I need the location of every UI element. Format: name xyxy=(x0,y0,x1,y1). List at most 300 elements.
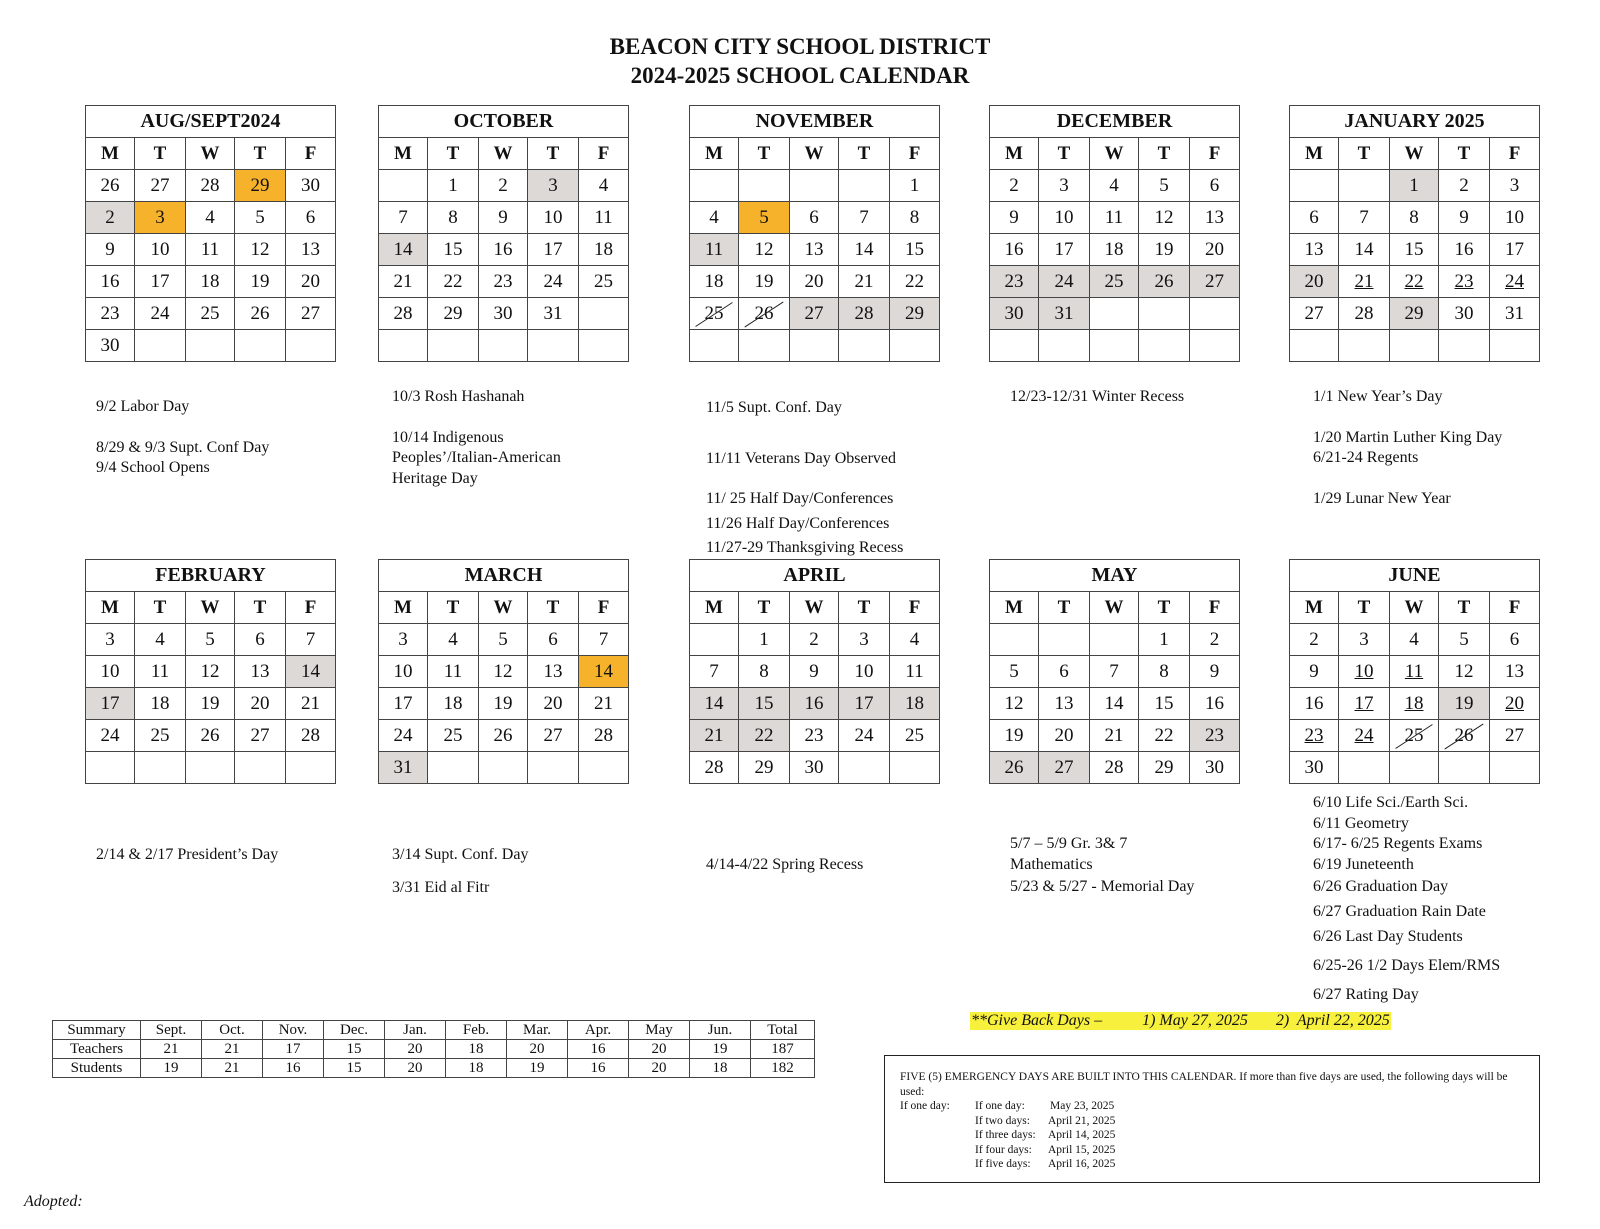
note-line: 8/29 & 9/3 Supt. Conf Day xyxy=(96,438,270,456)
day-cell xyxy=(839,656,890,688)
weekday-header: W xyxy=(479,138,528,170)
day-number: 23 xyxy=(1304,724,1324,746)
day-number: 30 xyxy=(1205,756,1224,778)
summary-header: Mar. xyxy=(507,1021,568,1040)
weekday-header: T xyxy=(1439,138,1490,170)
day-number: 2 xyxy=(1309,628,1319,650)
day-number: 12 xyxy=(1454,660,1474,682)
day-number: 4 xyxy=(709,206,719,228)
empty-day-cell xyxy=(1490,330,1540,362)
month-name: OCTOBER xyxy=(379,106,629,138)
day-cell xyxy=(1339,202,1390,234)
day-number: 7 xyxy=(305,628,316,650)
day-cell xyxy=(428,266,479,298)
week-row xyxy=(86,234,336,266)
week-row xyxy=(379,656,629,688)
day-cell xyxy=(839,688,890,720)
day-cell xyxy=(890,298,940,330)
day-number: 2 xyxy=(498,174,508,196)
day-number: 15 xyxy=(443,238,463,260)
week-row xyxy=(1290,752,1540,784)
day-number: 18 xyxy=(1404,692,1424,714)
summary-header: Sept. xyxy=(141,1021,202,1040)
day-cell xyxy=(1439,234,1490,266)
emergency-row-label: If three days: xyxy=(975,1129,1036,1141)
day-number: 27 xyxy=(1304,302,1324,324)
month-calendar-november xyxy=(689,105,940,362)
emergency-row-label: If one day: xyxy=(975,1100,1025,1112)
day-number: 25 xyxy=(1404,724,1424,746)
day-cell xyxy=(379,656,428,688)
day-number: 23 xyxy=(493,270,513,292)
note-line: 3/14 Supt. Conf. Day xyxy=(392,846,529,863)
day-cell xyxy=(990,202,1039,234)
weekday-header: M xyxy=(990,592,1039,624)
day-number: 21 xyxy=(1354,270,1374,292)
summary-value: 19 xyxy=(507,1059,568,1078)
day-number: 19 xyxy=(493,692,513,714)
day-cell xyxy=(1190,688,1240,720)
day-number: 27 xyxy=(1054,756,1074,778)
day-number: 16 xyxy=(100,270,120,292)
day-cell xyxy=(186,298,235,330)
day-cell xyxy=(86,234,135,266)
day-number: 31 xyxy=(1054,302,1074,324)
day-number: 29 xyxy=(1154,756,1174,778)
day-number: 16 xyxy=(1304,692,1324,714)
day-number: 14 xyxy=(301,660,320,682)
empty-day-cell xyxy=(839,752,890,784)
day-cell xyxy=(1190,202,1240,234)
summary-value: 20 xyxy=(629,1040,690,1059)
day-number: 10 xyxy=(1054,206,1074,228)
note-line: 2/14 & 2/17 President’s Day xyxy=(96,846,279,863)
day-number: 29 xyxy=(905,302,924,324)
week-row xyxy=(690,330,940,362)
day-cell xyxy=(1039,656,1090,688)
day-number: 5 xyxy=(1459,628,1469,650)
day-number: 3 xyxy=(1059,174,1069,196)
empty-day-cell xyxy=(1490,752,1540,784)
day-cell xyxy=(1339,688,1390,720)
summary-value: 16 xyxy=(568,1040,629,1059)
day-number: 15 xyxy=(1404,238,1424,260)
week-row xyxy=(690,624,940,656)
empty-day-cell xyxy=(235,752,286,784)
day-cell xyxy=(690,202,739,234)
day-cell xyxy=(790,656,839,688)
empty-day-cell xyxy=(890,752,940,784)
day-number: 19 xyxy=(250,270,270,292)
day-cell xyxy=(839,266,890,298)
week-row xyxy=(990,298,1240,330)
day-number: 5 xyxy=(759,206,769,228)
day-number: 15 xyxy=(754,692,774,714)
day-number: 20 xyxy=(1054,724,1074,746)
weekday-header: W xyxy=(1090,592,1139,624)
day-cell xyxy=(990,170,1039,202)
empty-day-cell xyxy=(579,330,629,362)
day-number: 11 xyxy=(150,660,170,682)
day-cell xyxy=(86,688,135,720)
day-number: 18 xyxy=(704,270,724,292)
week-row xyxy=(690,266,940,298)
day-number: 24 xyxy=(1054,270,1074,292)
day-number: 12 xyxy=(250,238,270,260)
day-number: 11 xyxy=(905,660,924,682)
week-row xyxy=(690,752,940,784)
day-cell xyxy=(135,624,186,656)
day-number: 25 xyxy=(443,724,463,746)
day-cell xyxy=(479,298,528,330)
day-cell xyxy=(479,624,528,656)
empty-day-cell xyxy=(186,330,235,362)
weekday-header: M xyxy=(990,138,1039,170)
day-cell xyxy=(286,720,336,752)
empty-day-cell xyxy=(890,330,940,362)
day-cell xyxy=(1090,720,1139,752)
day-cell xyxy=(1490,266,1540,298)
day-number: 31 xyxy=(543,302,563,324)
day-cell xyxy=(1390,234,1439,266)
week-row xyxy=(690,170,940,202)
month-name: JANUARY 2025 xyxy=(1290,106,1540,138)
day-number: 13 xyxy=(543,660,563,682)
day-number: 20 xyxy=(1205,238,1224,260)
day-number: 12 xyxy=(1154,206,1174,228)
day-cell xyxy=(428,234,479,266)
day-cell xyxy=(428,656,479,688)
day-number: 24 xyxy=(1505,270,1524,292)
day-number: 3 xyxy=(398,628,408,650)
weekday-header: F xyxy=(890,592,940,624)
summary-value: 20 xyxy=(507,1040,568,1059)
empty-day-cell xyxy=(1039,330,1090,362)
day-cell xyxy=(990,752,1039,784)
day-number: 12 xyxy=(493,660,513,682)
calendar-title: 2024-2025 SCHOOL CALENDAR xyxy=(630,63,970,88)
day-cell xyxy=(186,266,235,298)
day-number: 27 xyxy=(804,302,824,324)
day-number: 22 xyxy=(443,270,463,292)
summary-value: 21 xyxy=(202,1040,263,1059)
emergency-row xyxy=(900,1157,1524,1172)
notes-oct xyxy=(392,387,561,489)
day-number: 20 xyxy=(1304,270,1324,292)
note-line: 6/10 Life Sci./Earth Sci. xyxy=(1313,794,1469,811)
week-row xyxy=(690,234,940,266)
day-cell xyxy=(1190,624,1240,656)
day-cell xyxy=(1490,202,1540,234)
note-line: 6/26 Last Day Students xyxy=(1313,928,1463,945)
week-row xyxy=(1290,202,1540,234)
day-cell xyxy=(1290,298,1339,330)
day-cell xyxy=(1039,298,1090,330)
summary-header: Total xyxy=(751,1021,815,1040)
day-number: 9 xyxy=(498,206,508,228)
week-row xyxy=(1290,330,1540,362)
empty-day-cell xyxy=(1290,330,1339,362)
week-row xyxy=(1290,170,1540,202)
day-cell xyxy=(690,688,739,720)
day-number: 30 xyxy=(1004,302,1024,324)
month-name: FEBRUARY xyxy=(86,560,336,592)
day-number: 4 xyxy=(205,206,215,228)
day-number: 3 xyxy=(1359,628,1369,650)
day-number: 3 xyxy=(859,628,869,650)
empty-day-cell xyxy=(739,170,790,202)
empty-day-cell xyxy=(235,330,286,362)
day-cell xyxy=(1339,656,1390,688)
day-cell xyxy=(479,266,528,298)
day-number: 18 xyxy=(905,692,924,714)
summary-value: 17 xyxy=(263,1040,324,1059)
day-cell xyxy=(890,624,940,656)
day-cell xyxy=(379,752,428,784)
summary-header: Jun. xyxy=(690,1021,751,1040)
day-number: 26 xyxy=(200,724,220,746)
day-cell xyxy=(1090,170,1139,202)
empty-day-cell xyxy=(1339,170,1390,202)
day-number: 21 xyxy=(393,270,413,292)
day-number: 28 xyxy=(854,302,874,324)
week-row xyxy=(86,170,336,202)
day-number: 8 xyxy=(759,660,769,682)
day-cell xyxy=(286,298,336,330)
week-row xyxy=(86,656,336,688)
day-cell xyxy=(1390,298,1439,330)
weekday-header: T xyxy=(235,138,286,170)
day-cell xyxy=(1039,720,1090,752)
emergency-row-label: If two days: xyxy=(975,1114,1030,1127)
day-number: 1 xyxy=(759,628,769,650)
weekday-header: T xyxy=(839,138,890,170)
summary-header: May xyxy=(629,1021,690,1040)
day-cell xyxy=(1039,202,1090,234)
weekday-header: M xyxy=(1290,592,1339,624)
day-number: 10 xyxy=(854,660,874,682)
summary-row xyxy=(53,1059,815,1078)
day-cell xyxy=(528,656,579,688)
day-cell xyxy=(990,266,1039,298)
day-number: 24 xyxy=(393,724,413,746)
day-cell xyxy=(890,720,940,752)
day-cell xyxy=(739,202,790,234)
emergency-row-label: If five days: xyxy=(975,1158,1031,1170)
summary-header: Dec. xyxy=(324,1021,385,1040)
summary-value: 20 xyxy=(629,1059,690,1078)
day-cell xyxy=(890,266,940,298)
weekday-header: T xyxy=(135,592,186,624)
empty-day-cell xyxy=(479,752,528,784)
day-cell xyxy=(1439,688,1490,720)
summary-header: Nov. xyxy=(263,1021,324,1040)
week-row xyxy=(690,202,940,234)
day-number: 3 xyxy=(1509,174,1520,196)
day-number: 29 xyxy=(443,302,463,324)
day-cell xyxy=(235,688,286,720)
day-number: 20 xyxy=(301,270,320,292)
day-cell xyxy=(1290,656,1339,688)
day-cell xyxy=(1039,234,1090,266)
week-row xyxy=(86,298,336,330)
day-number: 22 xyxy=(754,724,774,746)
day-cell xyxy=(235,234,286,266)
day-number: 17 xyxy=(1054,238,1074,260)
day-cell xyxy=(739,624,790,656)
day-number: 17 xyxy=(100,692,120,714)
day-cell xyxy=(739,298,790,330)
day-cell xyxy=(86,298,135,330)
day-cell xyxy=(739,688,790,720)
day-cell xyxy=(1439,266,1490,298)
weekday-header: W xyxy=(1390,138,1439,170)
month-calendar-january-2025 xyxy=(1289,105,1540,362)
day-number: 18 xyxy=(150,692,170,714)
day-cell xyxy=(286,234,336,266)
notes-jun xyxy=(1313,793,1500,1006)
day-cell xyxy=(1390,688,1439,720)
day-cell xyxy=(86,720,135,752)
day-number: 16 xyxy=(1454,238,1474,260)
day-cell xyxy=(890,202,940,234)
week-row xyxy=(86,330,336,362)
day-number: 7 xyxy=(859,206,869,228)
summary-value: 19 xyxy=(141,1059,202,1078)
weekday-header: F xyxy=(1490,592,1540,624)
empty-day-cell xyxy=(135,330,186,362)
note-line: 3/31 Eid al Fitr xyxy=(392,878,490,896)
note-line: 6/19 Juneteenth xyxy=(1313,855,1414,873)
weekday-header: T xyxy=(1039,138,1090,170)
week-row xyxy=(990,266,1240,298)
day-number: 4 xyxy=(155,628,165,650)
give-back-day-1: 1) May 27, 2025 xyxy=(1142,1012,1248,1029)
day-number: 12 xyxy=(200,660,220,682)
weekday-header: F xyxy=(1490,138,1540,170)
day-cell xyxy=(790,298,839,330)
day-cell xyxy=(286,688,336,720)
week-row xyxy=(990,720,1240,752)
day-number: 7 xyxy=(709,660,719,682)
day-cell xyxy=(990,720,1039,752)
day-cell xyxy=(1490,624,1540,656)
day-number: 26 xyxy=(1454,724,1474,746)
day-number: 14 xyxy=(1104,692,1124,714)
day-number: 6 xyxy=(305,206,316,228)
day-cell xyxy=(86,170,135,202)
day-cell xyxy=(790,720,839,752)
week-row xyxy=(379,624,629,656)
emergency-row-date: May 23, 2025 xyxy=(1050,1100,1115,1112)
empty-day-cell xyxy=(379,170,428,202)
weekday-header: W xyxy=(790,592,839,624)
summary-value: 20 xyxy=(385,1059,446,1078)
day-cell xyxy=(1390,624,1439,656)
day-cell xyxy=(790,202,839,234)
day-number: 15 xyxy=(905,238,924,260)
note-line: 1/20 Martin Luther King Day xyxy=(1313,428,1503,446)
week-row xyxy=(990,752,1240,784)
day-cell xyxy=(1290,266,1339,298)
day-number: 14 xyxy=(393,238,413,260)
day-cell xyxy=(379,266,428,298)
give-back-day-2: 2) April 22, 2025 xyxy=(1275,1012,1390,1029)
day-number: 29 xyxy=(250,174,270,196)
day-cell xyxy=(1039,266,1090,298)
empty-day-cell xyxy=(1390,752,1439,784)
day-cell xyxy=(135,688,186,720)
day-number: 11 xyxy=(200,238,220,260)
empty-day-cell xyxy=(790,330,839,362)
day-number: 14 xyxy=(704,692,724,714)
day-number: 9 xyxy=(1209,660,1220,682)
weekday-header: T xyxy=(1039,592,1090,624)
week-row xyxy=(690,298,940,330)
day-number: 19 xyxy=(1454,692,1474,714)
weekday-header: W xyxy=(1090,138,1139,170)
day-number: 30 xyxy=(1304,756,1324,778)
weekday-header: T xyxy=(739,138,790,170)
day-number: 17 xyxy=(150,270,170,292)
day-cell xyxy=(235,720,286,752)
day-number: 17 xyxy=(543,238,563,260)
day-number: 21 xyxy=(301,692,320,714)
summary-row-label: Teachers xyxy=(53,1040,141,1059)
summary-value: 18 xyxy=(446,1059,507,1078)
day-number: 31 xyxy=(1505,302,1524,324)
day-cell xyxy=(1290,752,1339,784)
day-cell xyxy=(1139,720,1190,752)
day-number: 10 xyxy=(1354,660,1374,682)
day-number: 9 xyxy=(1459,206,1469,228)
summary-value: 15 xyxy=(324,1059,385,1078)
day-number: 28 xyxy=(301,724,320,746)
day-number: 29 xyxy=(754,756,774,778)
month-calendar-aug-sept2024 xyxy=(85,105,336,362)
day-cell xyxy=(790,234,839,266)
weekday-header: T xyxy=(739,592,790,624)
month-calendar-october xyxy=(378,105,629,362)
note-line: 5/23 & 5/27 - Memorial Day xyxy=(1010,878,1195,895)
day-cell xyxy=(579,266,629,298)
day-cell xyxy=(690,720,739,752)
day-number: 16 xyxy=(1004,238,1024,260)
day-cell xyxy=(479,656,528,688)
emergency-row-label: If four days: xyxy=(975,1143,1032,1156)
week-row xyxy=(1290,234,1540,266)
note-line: Heritage Day xyxy=(392,469,478,487)
day-cell xyxy=(428,298,479,330)
day-cell xyxy=(528,688,579,720)
note-line: 9/2 Labor Day xyxy=(96,398,190,415)
empty-day-cell xyxy=(739,330,790,362)
empty-day-cell xyxy=(839,170,890,202)
empty-day-cell xyxy=(790,170,839,202)
day-number: 18 xyxy=(200,270,220,292)
note-line: 11/27-29 Thanksgiving Recess xyxy=(706,539,904,556)
district-title: BEACON CITY SCHOOL DISTRICT xyxy=(609,34,991,59)
day-number: 2 xyxy=(809,628,819,650)
day-cell xyxy=(428,688,479,720)
day-number: 8 xyxy=(1159,660,1169,682)
day-cell xyxy=(790,624,839,656)
day-cell xyxy=(690,656,739,688)
empty-day-cell xyxy=(579,752,629,784)
day-number: 30 xyxy=(301,174,320,196)
day-cell xyxy=(890,234,940,266)
day-number: 19 xyxy=(200,692,220,714)
